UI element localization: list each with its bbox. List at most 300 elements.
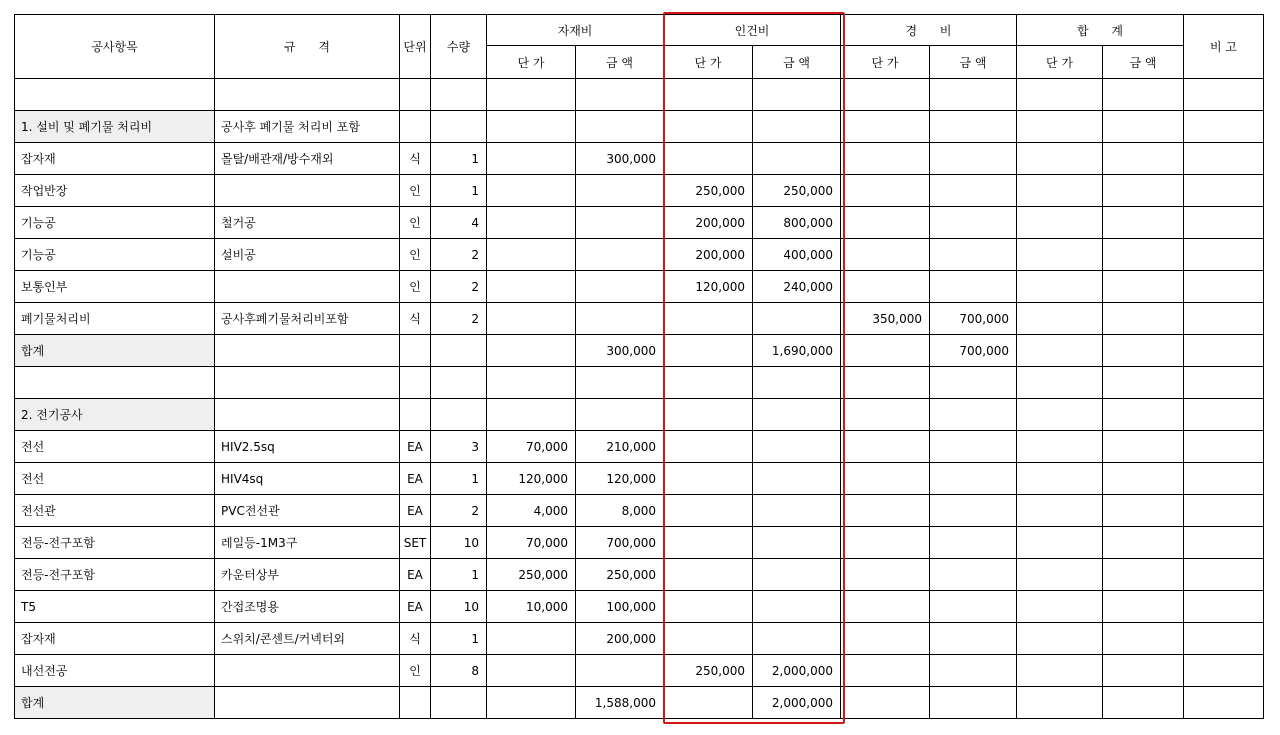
section-title-row (15, 399, 1264, 431)
spec-cell: 간접조명용 (215, 591, 400, 623)
unit-cell: 인 (400, 175, 431, 207)
empty-cell (1103, 367, 1184, 399)
empty-cell (487, 399, 576, 431)
header-unit-price: 단 가 (841, 46, 930, 79)
remarks-cell (1184, 175, 1264, 207)
tot-amt-cell (1103, 463, 1184, 495)
lab-amt-cell (753, 591, 841, 623)
subtotal-row (15, 687, 1264, 719)
empty-cell (487, 367, 576, 399)
spec-cell (215, 655, 400, 687)
empty-cell (1017, 79, 1103, 111)
empty-cell (431, 367, 487, 399)
tot-price-cell (1017, 143, 1103, 175)
qty-cell: 2 (431, 271, 487, 303)
empty-cell (930, 111, 1017, 143)
section-title: 1. 설비 및 폐기물 처리비 (15, 111, 215, 143)
unit-cell: 식 (400, 143, 431, 175)
empty-cell (1184, 79, 1264, 111)
lab-amt-cell (753, 495, 841, 527)
subtotal-expense-amount: 700,000 (930, 335, 1017, 367)
exp-amt-cell (930, 271, 1017, 303)
lab-amt-cell (753, 303, 841, 335)
subtotal-label: 합계 (15, 687, 215, 719)
empty-cell (400, 687, 431, 719)
exp-price-cell (841, 207, 930, 239)
lab-amt-cell (753, 527, 841, 559)
empty-cell (487, 79, 576, 111)
remarks-cell (1184, 143, 1264, 175)
tot-amt-cell (1103, 591, 1184, 623)
empty-cell (400, 111, 431, 143)
empty-cell (1103, 335, 1184, 367)
spec-cell (215, 271, 400, 303)
remarks-cell (1184, 271, 1264, 303)
empty-cell (431, 687, 487, 719)
lab-amt-cell (753, 623, 841, 655)
tot-amt-cell (1103, 175, 1184, 207)
exp-price-cell (841, 271, 930, 303)
mat-price-cell (487, 207, 576, 239)
lab-price-cell: 200,000 (664, 207, 753, 239)
exp-price-cell (841, 175, 930, 207)
mat-amt-cell: 250,000 (576, 559, 664, 591)
unit-cell: EA (400, 591, 431, 623)
mat-price-cell: 70,000 (487, 431, 576, 463)
header-item: 공사항목 (15, 15, 215, 79)
header-unit-price: 단 가 (487, 46, 576, 79)
remarks-cell (1184, 463, 1264, 495)
tot-amt-cell (1103, 623, 1184, 655)
mat-amt-cell: 100,000 (576, 591, 664, 623)
unit-cell: 식 (400, 623, 431, 655)
exp-amt-cell (930, 495, 1017, 527)
empty-cell (215, 367, 400, 399)
empty-cell (1184, 399, 1264, 431)
tot-amt-cell (1103, 655, 1184, 687)
mat-price-cell: 4,000 (487, 495, 576, 527)
lab-price-cell (664, 527, 753, 559)
estimate-table (14, 14, 1264, 719)
empty-cell (1017, 335, 1103, 367)
tot-amt-cell (1103, 239, 1184, 271)
unit-cell: EA (400, 431, 431, 463)
lab-amt-cell: 800,000 (753, 207, 841, 239)
empty-cell (1184, 335, 1264, 367)
spec-cell: 철거공 (215, 207, 400, 239)
section-spec (215, 399, 400, 431)
empty-cell (487, 111, 576, 143)
exp-amt-cell (930, 239, 1017, 271)
exp-price-cell (841, 239, 930, 271)
remarks-cell (1184, 527, 1264, 559)
lab-price-cell (664, 623, 753, 655)
mat-amt-cell: 700,000 (576, 527, 664, 559)
table-row (15, 431, 1264, 463)
mat-amt-cell (576, 655, 664, 687)
exp-amt-cell (930, 527, 1017, 559)
empty-cell (753, 79, 841, 111)
mat-price-cell: 120,000 (487, 463, 576, 495)
empty-cell (1103, 111, 1184, 143)
empty-cell (841, 335, 930, 367)
header-spec: 규 격 (215, 15, 400, 79)
spec-cell: HIV4sq (215, 463, 400, 495)
subtotal-labor-amount: 2,000,000 (753, 687, 841, 719)
header-amount: 금 액 (576, 46, 664, 79)
mat-price-cell (487, 623, 576, 655)
qty-cell: 2 (431, 239, 487, 271)
empty-cell (576, 79, 664, 111)
lab-amt-cell: 400,000 (753, 239, 841, 271)
mat-price-cell (487, 655, 576, 687)
table-body (15, 79, 1264, 719)
remarks-cell (1184, 207, 1264, 239)
exp-amt-cell (930, 559, 1017, 591)
unit-cell: 인 (400, 239, 431, 271)
empty-cell (664, 335, 753, 367)
table-row (15, 303, 1264, 335)
empty-cell (664, 399, 753, 431)
remarks-cell (1184, 591, 1264, 623)
mat-price-cell: 70,000 (487, 527, 576, 559)
tot-price-cell (1017, 431, 1103, 463)
empty-cell (215, 335, 400, 367)
table-row (15, 239, 1264, 271)
header-unit: 단위 (400, 15, 431, 79)
table-row (15, 559, 1264, 591)
item-cell: 전등-전구포함 (15, 527, 215, 559)
tot-price-cell (1017, 239, 1103, 271)
empty-cell (753, 399, 841, 431)
exp-price-cell (841, 591, 930, 623)
empty-cell (576, 111, 664, 143)
empty-cell (487, 687, 576, 719)
item-cell: 폐기물처리비 (15, 303, 215, 335)
empty-cell (215, 79, 400, 111)
qty-cell: 2 (431, 495, 487, 527)
unit-cell: EA (400, 559, 431, 591)
spec-cell: 스위치/콘센트/커넥터외 (215, 623, 400, 655)
tot-price-cell (1017, 559, 1103, 591)
item-cell: 전등-전구포함 (15, 559, 215, 591)
mat-amt-cell: 300,000 (576, 143, 664, 175)
empty-cell (431, 79, 487, 111)
table-row (15, 623, 1264, 655)
empty-cell (1103, 399, 1184, 431)
exp-price-cell (841, 559, 930, 591)
lab-price-cell (664, 303, 753, 335)
header-material: 자재비 (487, 15, 664, 46)
remarks-cell (1184, 303, 1264, 335)
qty-cell: 1 (431, 175, 487, 207)
mat-amt-cell: 8,000 (576, 495, 664, 527)
unit-cell: 식 (400, 303, 431, 335)
empty-cell (431, 399, 487, 431)
exp-amt-cell (930, 207, 1017, 239)
tot-price-cell (1017, 207, 1103, 239)
spec-cell: HIV2.5sq (215, 431, 400, 463)
empty-cell (753, 367, 841, 399)
qty-cell: 10 (431, 591, 487, 623)
empty-cell (930, 399, 1017, 431)
spec-cell: 카운터상부 (215, 559, 400, 591)
spacer-row (15, 79, 1264, 111)
remarks-cell (1184, 239, 1264, 271)
lab-price-cell (664, 559, 753, 591)
empty-cell (215, 687, 400, 719)
table-row (15, 143, 1264, 175)
empty-cell (15, 79, 215, 111)
tot-price-cell (1017, 655, 1103, 687)
item-cell: 전선관 (15, 495, 215, 527)
section-title-row (15, 111, 1264, 143)
header-amount: 금 액 (1103, 46, 1184, 79)
qty-cell: 8 (431, 655, 487, 687)
empty-cell (1184, 687, 1264, 719)
exp-amt-cell (930, 431, 1017, 463)
table-row (15, 655, 1264, 687)
empty-cell (930, 79, 1017, 111)
unit-cell: 인 (400, 271, 431, 303)
exp-price-cell (841, 143, 930, 175)
empty-cell (664, 79, 753, 111)
item-cell: 기능공 (15, 239, 215, 271)
lab-price-cell (664, 463, 753, 495)
tot-price-cell (1017, 623, 1103, 655)
exp-price-cell (841, 623, 930, 655)
table-header (15, 15, 1264, 79)
item-cell: 전선 (15, 463, 215, 495)
mat-price-cell: 250,000 (487, 559, 576, 591)
header-qty: 수량 (431, 15, 487, 79)
section-title: 2. 전기공사 (15, 399, 215, 431)
empty-cell (841, 111, 930, 143)
tot-amt-cell (1103, 303, 1184, 335)
empty-cell (841, 687, 930, 719)
empty-cell (930, 367, 1017, 399)
tot-price-cell (1017, 271, 1103, 303)
mat-price-cell (487, 303, 576, 335)
exp-amt-cell: 700,000 (930, 303, 1017, 335)
remarks-cell (1184, 655, 1264, 687)
tot-price-cell (1017, 495, 1103, 527)
mat-price-cell (487, 143, 576, 175)
lab-price-cell: 200,000 (664, 239, 753, 271)
exp-amt-cell (930, 623, 1017, 655)
unit-cell: EA (400, 463, 431, 495)
header-labor: 인건비 (664, 15, 841, 46)
item-cell: 잡자재 (15, 623, 215, 655)
tot-amt-cell (1103, 527, 1184, 559)
subtotal-material-amount: 1,588,000 (576, 687, 664, 719)
empty-cell (1184, 111, 1264, 143)
item-cell: 잡자재 (15, 143, 215, 175)
spec-cell: PVC전선관 (215, 495, 400, 527)
header-expense: 경 비 (841, 15, 1017, 46)
spec-cell (215, 175, 400, 207)
tot-price-cell (1017, 175, 1103, 207)
lab-price-cell (664, 143, 753, 175)
lab-amt-cell: 240,000 (753, 271, 841, 303)
mat-amt-cell (576, 239, 664, 271)
mat-amt-cell (576, 175, 664, 207)
empty-cell (841, 367, 930, 399)
table-row (15, 207, 1264, 239)
spec-cell: 설비공 (215, 239, 400, 271)
tot-amt-cell (1103, 431, 1184, 463)
lab-amt-cell (753, 559, 841, 591)
lab-amt-cell: 2,000,000 (753, 655, 841, 687)
empty-cell (487, 335, 576, 367)
header-unit-price: 단 가 (664, 46, 753, 79)
mat-amt-cell (576, 207, 664, 239)
exp-price-cell (841, 655, 930, 687)
table-row (15, 271, 1264, 303)
empty-cell (841, 79, 930, 111)
empty-cell (1184, 367, 1264, 399)
remarks-cell (1184, 431, 1264, 463)
exp-amt-cell (930, 591, 1017, 623)
mat-price-cell (487, 175, 576, 207)
mat-amt-cell (576, 303, 664, 335)
remarks-cell (1184, 559, 1264, 591)
empty-cell (15, 367, 215, 399)
section-spec: 공사후 폐기물 처리비 포함 (215, 111, 400, 143)
lab-price-cell: 120,000 (664, 271, 753, 303)
lab-amt-cell (753, 143, 841, 175)
table-row (15, 495, 1264, 527)
tot-price-cell (1017, 591, 1103, 623)
exp-price-cell: 350,000 (841, 303, 930, 335)
empty-cell (400, 335, 431, 367)
header-total: 합 계 (1017, 15, 1184, 46)
lab-price-cell: 250,000 (664, 655, 753, 687)
tot-price-cell (1017, 303, 1103, 335)
qty-cell: 10 (431, 527, 487, 559)
lab-amt-cell: 250,000 (753, 175, 841, 207)
empty-cell (664, 111, 753, 143)
subtotal-label: 합계 (15, 335, 215, 367)
remarks-cell (1184, 623, 1264, 655)
table-row (15, 591, 1264, 623)
tot-amt-cell (1103, 143, 1184, 175)
tot-amt-cell (1103, 495, 1184, 527)
tot-amt-cell (1103, 207, 1184, 239)
mat-price-cell (487, 239, 576, 271)
qty-cell: 3 (431, 431, 487, 463)
item-cell: 기능공 (15, 207, 215, 239)
mat-amt-cell: 200,000 (576, 623, 664, 655)
spec-cell: 레일등-1M3구 (215, 527, 400, 559)
spec-cell: 몰탈/배관재/방수재외 (215, 143, 400, 175)
mat-amt-cell: 120,000 (576, 463, 664, 495)
empty-cell (431, 335, 487, 367)
subtotal-material-amount: 300,000 (576, 335, 664, 367)
remarks-cell (1184, 495, 1264, 527)
empty-cell (753, 111, 841, 143)
empty-cell (664, 687, 753, 719)
qty-cell: 4 (431, 207, 487, 239)
lab-price-cell (664, 591, 753, 623)
header-unit-price: 단 가 (1017, 46, 1103, 79)
empty-cell (400, 79, 431, 111)
header-amount: 금 액 (753, 46, 841, 79)
unit-cell: 인 (400, 655, 431, 687)
header-amount: 금 액 (930, 46, 1017, 79)
table-row (15, 175, 1264, 207)
qty-cell: 2 (431, 303, 487, 335)
unit-cell: EA (400, 495, 431, 527)
item-cell: 내선전공 (15, 655, 215, 687)
exp-price-cell (841, 495, 930, 527)
unit-cell: 인 (400, 207, 431, 239)
table-row (15, 527, 1264, 559)
empty-cell (576, 399, 664, 431)
lab-amt-cell (753, 431, 841, 463)
tot-amt-cell (1103, 559, 1184, 591)
mat-amt-cell: 210,000 (576, 431, 664, 463)
empty-cell (1103, 687, 1184, 719)
spec-cell: 공사후폐기물처리비포함 (215, 303, 400, 335)
qty-cell: 1 (431, 463, 487, 495)
empty-cell (841, 399, 930, 431)
exp-amt-cell (930, 175, 1017, 207)
item-cell: 전선 (15, 431, 215, 463)
lab-amt-cell (753, 463, 841, 495)
header-remarks: 비 고 (1184, 15, 1264, 79)
mat-price-cell: 10,000 (487, 591, 576, 623)
table-row (15, 463, 1264, 495)
subtotal-expense-amount (930, 687, 1017, 719)
lab-price-cell (664, 431, 753, 463)
empty-cell (1103, 79, 1184, 111)
unit-cell: SET (400, 527, 431, 559)
empty-cell (664, 367, 753, 399)
item-cell: 보통인부 (15, 271, 215, 303)
qty-cell: 1 (431, 559, 487, 591)
mat-price-cell (487, 271, 576, 303)
qty-cell: 1 (431, 623, 487, 655)
lab-price-cell: 250,000 (664, 175, 753, 207)
exp-price-cell (841, 463, 930, 495)
empty-cell (1017, 367, 1103, 399)
empty-cell (400, 399, 431, 431)
subtotal-labor-amount: 1,690,000 (753, 335, 841, 367)
spacer-row (15, 367, 1264, 399)
exp-amt-cell (930, 463, 1017, 495)
subtotal-row (15, 335, 1264, 367)
empty-cell (1017, 399, 1103, 431)
tot-amt-cell (1103, 271, 1184, 303)
mat-amt-cell (576, 271, 664, 303)
qty-cell: 1 (431, 143, 487, 175)
empty-cell (400, 367, 431, 399)
exp-amt-cell (930, 143, 1017, 175)
tot-price-cell (1017, 527, 1103, 559)
empty-cell (1017, 687, 1103, 719)
tot-price-cell (1017, 463, 1103, 495)
item-cell: T5 (15, 591, 215, 623)
exp-price-cell (841, 527, 930, 559)
empty-cell (1017, 111, 1103, 143)
empty-cell (431, 111, 487, 143)
item-cell: 작업반장 (15, 175, 215, 207)
exp-amt-cell (930, 655, 1017, 687)
empty-cell (576, 367, 664, 399)
exp-price-cell (841, 431, 930, 463)
lab-price-cell (664, 495, 753, 527)
